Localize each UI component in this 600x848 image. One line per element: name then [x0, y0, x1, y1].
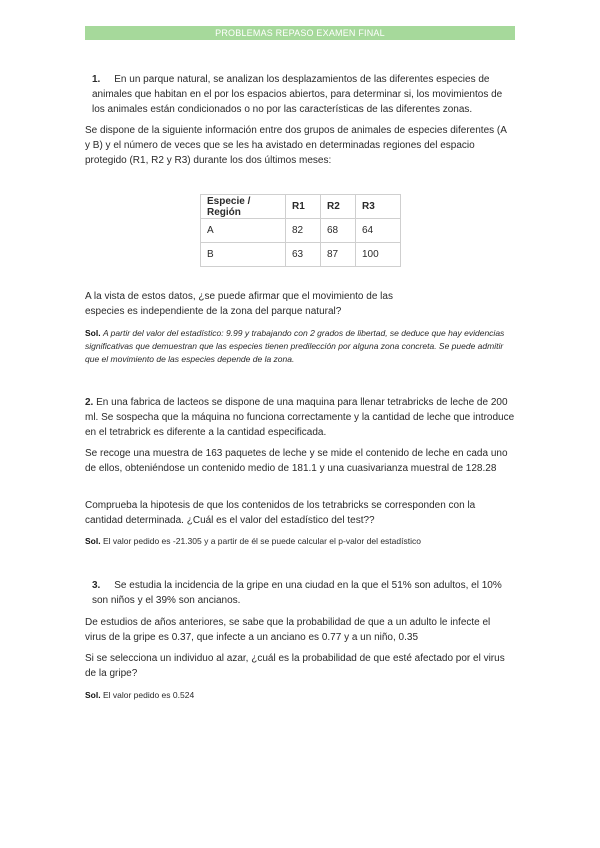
problem-2-number: 2.	[85, 397, 94, 408]
table-header-cell: R1	[286, 195, 321, 219]
table-cell: 63	[286, 243, 321, 267]
table-header-row	[201, 195, 401, 219]
solution-text: A partir del valor del estadístico: 9.99 y trabajando con 2 grados de libertad, se deduce que hay evidencias significativas que demuestran que las especies tienen predilección por alguna zona concreta. Se puede admitir que el movimiento de las especies depende de la zona.	[85, 328, 505, 364]
solution-text: El valor pedido es -21.305 y a partir de él se puede calcular el p-valor del estadístico	[102, 536, 421, 546]
problem-3-solution	[85, 689, 385, 702]
species-region-table	[200, 194, 401, 267]
problem-3-intro	[92, 578, 512, 608]
problem-2-intro	[85, 395, 515, 440]
problem-2-question: Comprueba la hipotesis de que los contenidos de los tetrabricks se corresponden con la cantidad determinada. ¿Cuál es el valor del estadístico del test??	[85, 500, 476, 526]
problem-2-solution	[85, 535, 515, 548]
table-row	[201, 243, 401, 267]
table-cell: B	[201, 243, 286, 267]
table-cell: 64	[356, 219, 401, 243]
table-cell: A	[201, 219, 286, 243]
problem-3-data-text: De estudios de años anteriores, se sabe que la probabilidad de que a un adulto le infecte el virus de la gripe es 0.37, que infecte a un anciano es 0.77 y a un niño, 0.35	[85, 617, 491, 643]
problem-3-question: Si se selecciona un individuo al azar, ¿cuál es la probabilidad de que esté afectado por el virus de la gripe?	[85, 653, 505, 679]
page-header: PROBLEMAS REPASO EXAMEN FINAL	[85, 26, 515, 40]
table-row	[201, 219, 401, 243]
solution-label: Sol.	[85, 328, 101, 338]
problem-1-intro-text: En un parque natural, se analizan los desplazamientos de las diferentes especies de animales que habitan en el por los espacios abiertos, para determinar si, los movimientos de los animales están condicionados o no por las características de las diferentes zonas.	[92, 74, 503, 115]
table-cell: 68	[321, 219, 356, 243]
solution-text: El valor pedido es 0.524	[102, 690, 195, 700]
problem-3-number: 3.	[92, 580, 101, 591]
problem-2-sample: Se recoge una muestra de 163 paquetes de leche y se mide el contenido de leche en cada uno de ellos, obteniéndose un contenido medio de 181.1 y una cuasivarianza muestral de 128.28	[85, 448, 508, 474]
problem-1-question: A la vista de estos datos, ¿se puede afirmar que el movimiento de las especies es independiente de la zona del parque natural?	[85, 291, 393, 317]
problem-1-solution	[85, 327, 515, 366]
problem-3-intro-text: Se estudia la incidencia de la gripe en una ciudad en la que el 51% son adultos, el 10% son niños y el 39% son ancianos.	[92, 580, 502, 606]
table-cell: 100	[356, 243, 401, 267]
problem-1-data-text: Se dispone de la siguiente información entre dos grupos de animales de especies diferentes (A y B) y el número de veces que se les ha avistado en determinadas regiones del espacio protegido (R1, R2 y R3) durante los dos últimos meses:	[85, 125, 507, 166]
solution-label: Sol.	[85, 536, 101, 546]
solution-label: Sol.	[85, 690, 101, 700]
table-cell: 87	[321, 243, 356, 267]
table-header-cell: R2	[321, 195, 356, 219]
problem-1-number: 1.	[92, 74, 101, 85]
table-header-cell: R3	[356, 195, 401, 219]
table-cell: 82	[286, 219, 321, 243]
table-header-cell: Especie / Región	[201, 195, 286, 219]
problem-2-intro-text: En una fabrica de lacteos se dispone de una maquina para llenar tetrabricks de leche de 200 ml. Se sospecha que la máquina no funciona correctamente y la cantidad de leche que introduce en el tetrabrick es diferente a la cantidad especificada.	[85, 397, 515, 438]
problem-1-intro	[92, 72, 517, 117]
